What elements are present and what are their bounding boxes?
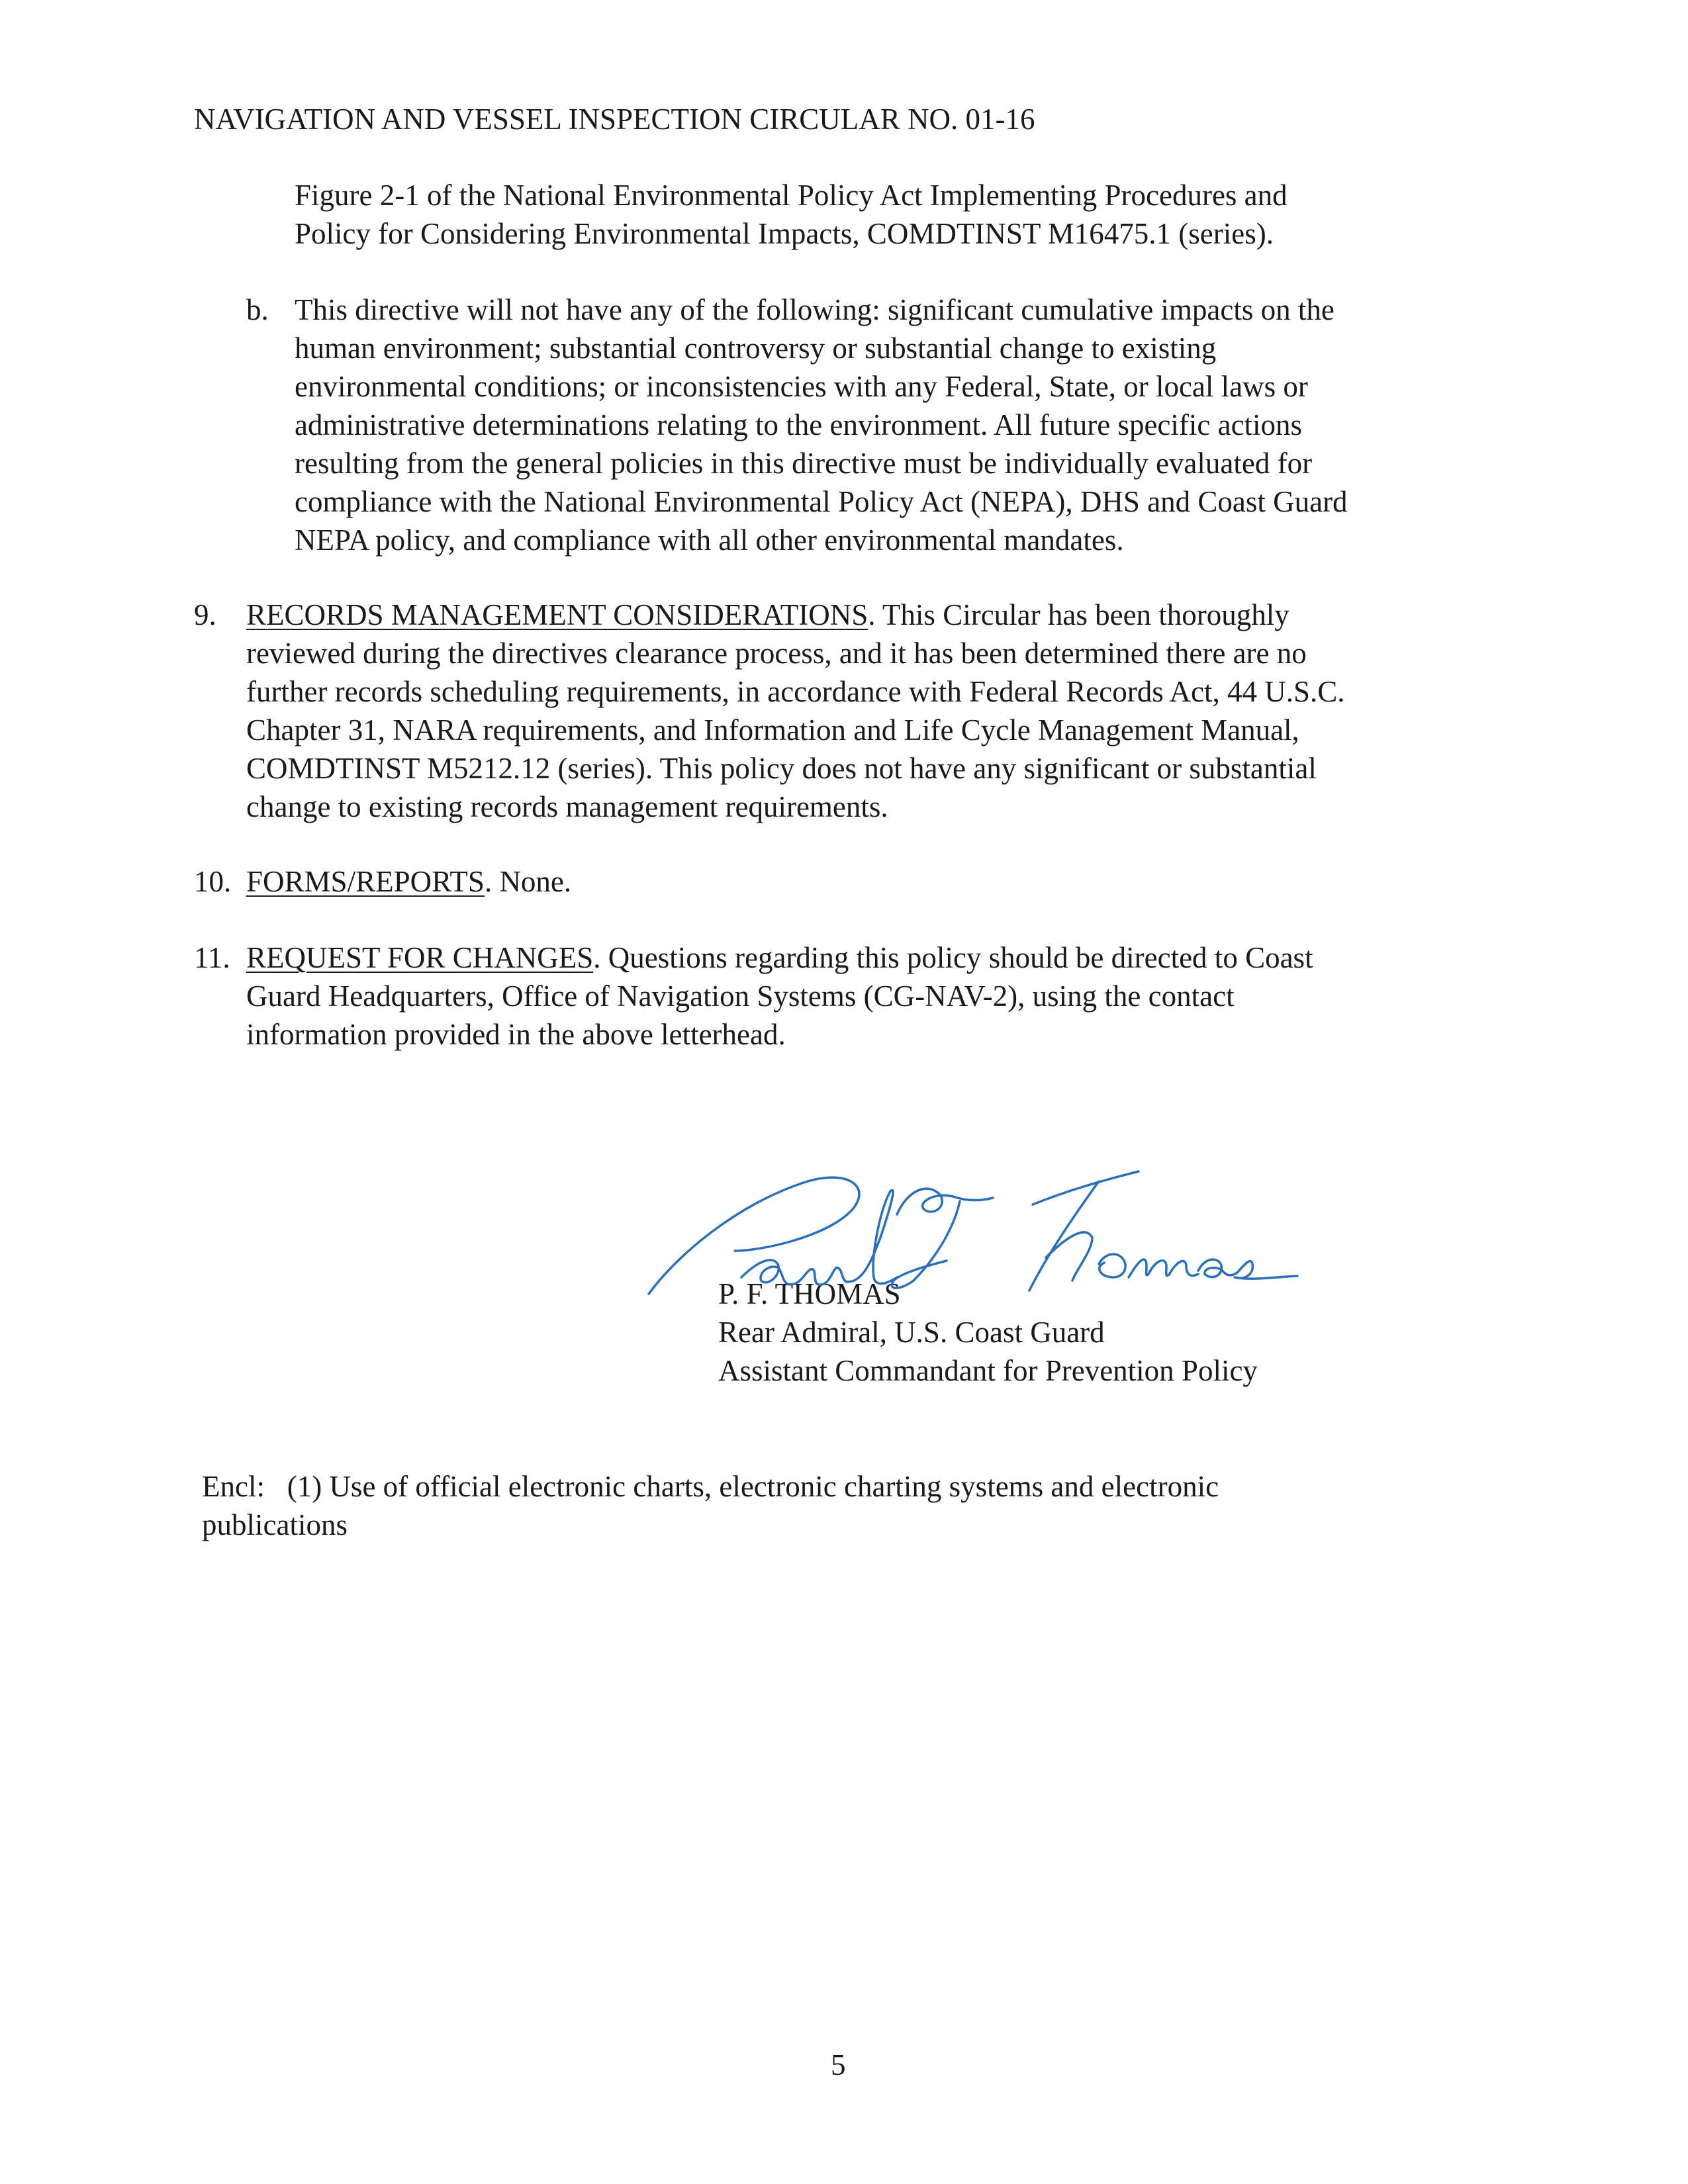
section-9-number: 9. — [194, 598, 216, 631]
page-number: 5 — [831, 2048, 846, 2081]
paragraph-line: Chapter 31, NARA requirements, and Information and Life Cycle Management Manual, — [246, 713, 1299, 747]
signature-stroke — [741, 1190, 897, 1285]
section-11-paragraph — [246, 938, 1313, 1054]
signature-stroke — [1129, 1259, 1198, 1277]
paragraph-line: further records scheduling requirements, in accordance with Federal Records Act, 44 U.S.C. — [246, 675, 1345, 708]
document-header: NAVIGATION AND VESSEL INSPECTION CIRCULAR NO. 01-16 — [194, 103, 1035, 136]
section-10-paragraph — [246, 862, 571, 901]
continuation-paragraph — [295, 176, 1288, 253]
signature-stroke — [649, 1177, 859, 1294]
enclosure-item: (1) Use of official electronic charts, electronic charting systems and electronic — [287, 1470, 1219, 1503]
section-10-heading: FORMS/REPORTS — [246, 865, 485, 898]
paragraph-line: resulting from the general policies in this directive must be individually evaluated for — [295, 447, 1313, 480]
paragraph-line: Figure 2-1 of the National Environmental Policy Act Implementing Procedures and — [295, 179, 1288, 212]
paragraph-line: Guard Headquarters, Office of Navigation Systems (CG-NAV-2), using the contact — [246, 979, 1235, 1013]
paragraph-line: Policy for Considering Environmental Impacts, COMDTINST M16475.1 (series). — [295, 217, 1274, 250]
item-b-label: b. — [246, 293, 269, 326]
section-11-heading: REQUEST FOR CHANGES — [246, 941, 594, 974]
paragraph-line: environmental conditions; or inconsistencies with any Federal, State, or local laws or — [295, 370, 1308, 403]
item-b-paragraph — [295, 291, 1348, 559]
section-9-paragraph — [246, 596, 1345, 826]
signature-stroke — [1198, 1259, 1297, 1279]
section-10-rest: . None. — [484, 865, 572, 898]
section-11-first-line — [246, 938, 1313, 977]
section-9-first-line-rest: . This Circular has been thoroughly — [868, 598, 1289, 631]
paragraph-line: information provided in the above letterhead. — [246, 1018, 786, 1051]
section-9-first-line — [246, 596, 1345, 634]
paragraph-line: compliance with the National Environmental Policy Act (NEPA), DHS and Coast Guard — [295, 485, 1348, 518]
paragraph-line: reviewed during the directives clearance process, and it has been determined there are no — [246, 637, 1307, 670]
signatory-name: P. F. THOMAS — [718, 1277, 901, 1310]
section-10-number: 10. — [194, 865, 232, 898]
signature-stroke — [897, 1189, 993, 1214]
paragraph-line: administrative determinations relating to the environment. All future specific actions — [295, 408, 1303, 441]
enclosure — [202, 1467, 1219, 1544]
section-11-first-line-rest: . Questions regarding this policy should be directed to Coast — [593, 941, 1313, 974]
signature-stroke — [1029, 1181, 1099, 1291]
section-9-heading: RECORDS MANAGEMENT CONSIDERATIONS — [246, 598, 868, 631]
signature-stroke — [892, 1201, 960, 1288]
signature-stroke — [1046, 1232, 1092, 1281]
paragraph-line: COMDTINST M5212.12 (series). This policy does not have any significant or substantial — [246, 752, 1317, 785]
enclosure-line-2: publications — [202, 1508, 348, 1541]
paragraph-line: NEPA policy, and compliance with all other environmental mandates. — [295, 523, 1124, 557]
signatory-office: Assistant Commandant for Prevention Policy — [718, 1354, 1258, 1387]
paragraph-line: change to existing records management requirements. — [246, 790, 888, 823]
section-10-line — [246, 862, 571, 901]
paragraph-line: This directive will not have any of the following: significant cumulative impacts on the — [295, 293, 1335, 326]
enclosure-line-1 — [202, 1467, 1219, 1506]
paragraph-line: human environment; substantial controversy or substantial change to existing — [295, 332, 1217, 365]
section-11-number: 11. — [194, 941, 230, 974]
signatory-rank: Rear Admiral, U.S. Coast Guard — [718, 1316, 1105, 1349]
signature-stroke — [1099, 1254, 1125, 1277]
enclosure-label: Encl: — [202, 1470, 265, 1503]
handwritten-signature — [635, 1145, 1337, 1317]
